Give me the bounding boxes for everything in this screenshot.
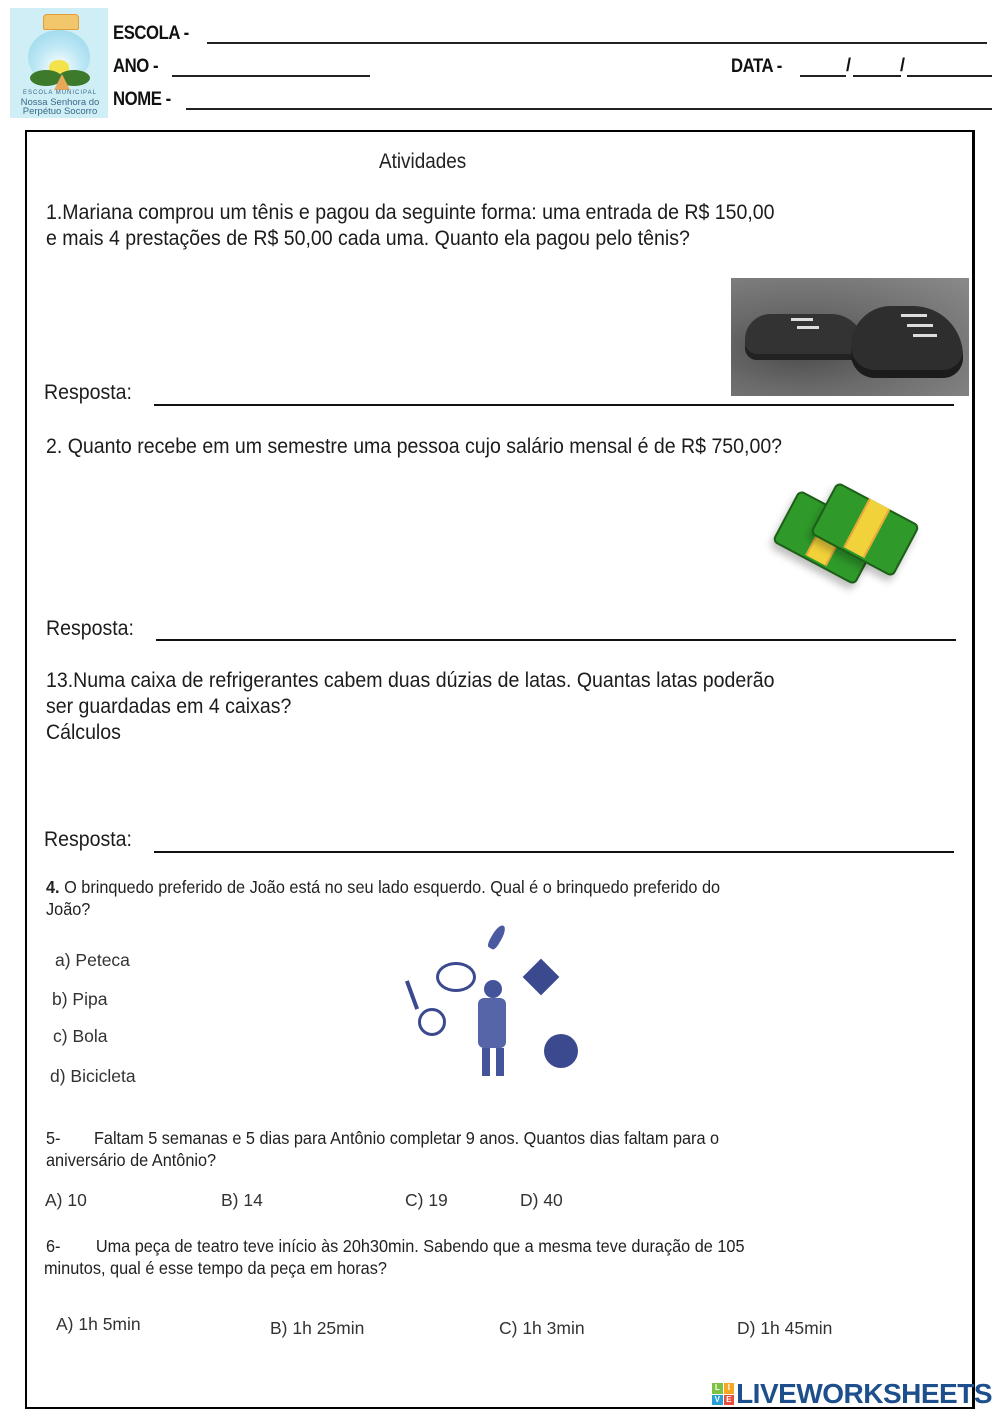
option-4c[interactable]: c) Bola: [53, 1026, 108, 1046]
date-separator-2: /: [900, 55, 906, 75]
question-5-line-2: aniversário de Antônio?: [46, 1150, 217, 1170]
data-label: DATA -: [731, 56, 782, 77]
option-4a[interactable]: a) Peteca: [55, 950, 130, 970]
lace: [901, 314, 927, 317]
escola-field[interactable]: [207, 42, 987, 44]
question-2-line-1: 2. Quanto recebe em um semestre uma pessoa cujo salário mensal é de R$ 750,00?: [46, 435, 783, 458]
lw-icon-v: V: [712, 1395, 723, 1406]
option-4b[interactable]: b) Pipa: [52, 989, 108, 1009]
lw-icon-i: I: [724, 1383, 735, 1394]
question-6-number: 6-: [46, 1236, 61, 1256]
answer-label-1: Resposta:: [44, 381, 132, 404]
lw-icon-l: L: [712, 1383, 723, 1394]
boy-body: [478, 998, 506, 1048]
question-5-number: 5-: [46, 1128, 61, 1148]
logo-text-line2a: Nossa Senhora do: [20, 97, 100, 108]
question-1-line-2: e mais 4 prestações de R$ 50,00 cada uma. Quanto ela pagou pelo tênis?: [46, 227, 690, 250]
answer-field-2[interactable]: [156, 639, 956, 641]
question-6-line-1: [46, 1235, 745, 1257]
option-5c[interactable]: C) 19: [405, 1190, 448, 1210]
option-6c[interactable]: C) 1h 3min: [499, 1318, 585, 1338]
question-13-line-2: ser guardadas em 4 caixas?: [46, 695, 292, 718]
liveworksheets-icon: [712, 1383, 734, 1405]
date-separator-1: /: [846, 55, 852, 75]
boy-leg: [482, 1048, 490, 1076]
ball-icon: [544, 1034, 578, 1068]
option-5a[interactable]: A) 10: [45, 1190, 87, 1210]
lw-icon-e: E: [724, 1395, 735, 1406]
question-13-line-1: 13.Numa caixa de refrigerantes cabem duas dúzias de latas. Quantas latas poderão: [46, 669, 775, 692]
school-logo: [10, 8, 108, 118]
bicycle-wheel-icon: [418, 1008, 446, 1036]
date-month-field[interactable]: [853, 75, 901, 77]
question-5-line-1: [46, 1127, 719, 1149]
answer-label-2: Resposta:: [46, 617, 134, 640]
calculos-label: Cálculos: [46, 721, 121, 744]
money-stack-image: [770, 478, 920, 598]
option-6a[interactable]: A) 1h 5min: [56, 1314, 141, 1334]
question-5-text: Faltam 5 semanas e 5 dias para Antônio completar 9 anos. Quantos dias faltam para o: [93, 1128, 720, 1148]
boy-leg: [496, 1048, 504, 1076]
date-day-field[interactable]: [800, 75, 846, 77]
option-5b[interactable]: B) 14: [221, 1190, 263, 1210]
ano-label: ANO -: [113, 56, 159, 77]
sneakers-photo: [731, 278, 969, 396]
question-4-number: 4.: [46, 877, 60, 897]
nome-field[interactable]: [186, 108, 992, 110]
lace: [797, 326, 819, 329]
boy-head: [484, 980, 502, 998]
question-6-line-2: minutos, qual é esse tempo da peça em horas?: [44, 1258, 387, 1278]
bicycle-wheel-icon: [436, 962, 476, 992]
bill-band: [843, 498, 890, 558]
shuttlecock-icon: [486, 923, 508, 951]
kite-icon: [523, 959, 560, 996]
question-4-line-1: [46, 876, 720, 898]
escola-label: ESCOLA -: [113, 23, 189, 44]
bicycle-frame: [405, 980, 419, 1010]
logo-text-line3: Perpétuo Socorro: [22, 106, 98, 117]
logo-text-line2: [12, 98, 108, 116]
option-5d[interactable]: D) 40: [520, 1190, 563, 1210]
liveworksheets-logo[interactable]: [712, 1378, 992, 1410]
ano-field[interactable]: [172, 75, 370, 77]
question-6-text: Uma peça de teatro teve início às 20h30min. Sabendo que a mesma teve duração de 105: [95, 1236, 745, 1256]
question-4-text: O brinquedo preferido de João está no seu lado esquerdo. Qual é o brinquedo preferido do: [59, 877, 721, 897]
lace: [791, 318, 813, 321]
date-year-field[interactable]: [907, 75, 992, 77]
logo-text-line1: ESCOLA MUNICIPAL: [23, 90, 97, 96]
option-4d[interactable]: d) Bicicleta: [50, 1066, 136, 1086]
crown-icon: [43, 14, 79, 30]
worksheet-title: Atividades: [379, 150, 467, 173]
nome-label: NOME -: [113, 89, 171, 110]
question-1-line-1: 1.Mariana comprou um tênis e pagou da seguinte forma: uma entrada de R$ 150,00: [46, 201, 775, 224]
liveworksheets-wordmark: LIVEWORKSHEETS: [736, 1378, 992, 1409]
lace: [913, 334, 937, 337]
boy-with-toys-illustration: [400, 920, 610, 1085]
lace: [907, 324, 933, 327]
road-icon: [54, 74, 70, 90]
option-6d[interactable]: D) 1h 45min: [737, 1318, 833, 1338]
answer-label-3: Resposta:: [44, 828, 132, 851]
question-4-line-2: João?: [46, 899, 91, 919]
answer-field-1[interactable]: [154, 404, 954, 406]
option-6b[interactable]: B) 1h 25min: [270, 1318, 365, 1338]
answer-field-3[interactable]: [154, 851, 954, 853]
